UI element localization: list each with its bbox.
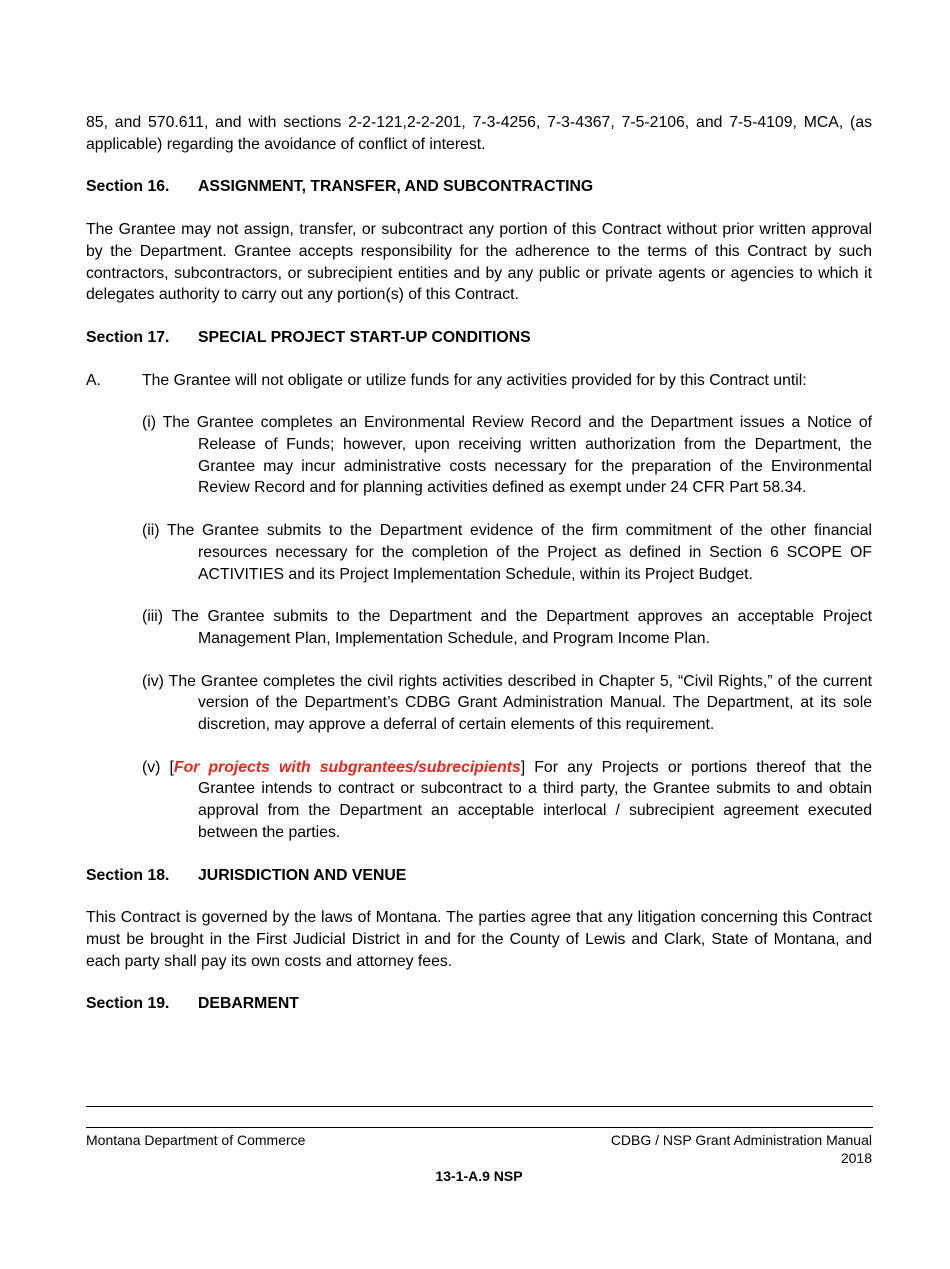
section-18-heading — [86, 865, 872, 887]
footer-manual-name: CDBG / NSP Grant Administration Manual — [610, 1132, 872, 1148]
page-number: 13-1-A.9 NSP — [435, 1168, 523, 1184]
section-16-heading — [86, 176, 872, 198]
continuation-paragraph: 85, and 570.611, and with sections 2-2-121,2-2-201, 7-3-4256, 7-3-4367, 7-5-2106, and 7-5-4109, MCA, (as applicable) regarding the avoidance of conflict of interest. — [86, 114, 872, 153]
footer-divider-bottom — [86, 1127, 873, 1128]
section-19-number: Section 19. — [86, 995, 170, 1013]
section-18-title: JURISDICTION AND VENUE — [198, 866, 407, 884]
section-16-number: Section 16. — [86, 178, 170, 196]
section-16-body: The Grantee may not assign, transfer, or subcontract any portion of this Contract without prior written approval by the Department. Grantee accepts responsibility for the adherence to the terms of this Contract by such contractors, subcontractors, or subrecipient entities and by any public or private agents or agencies to which it delegates authority to carry out any portion(s) of this Contract. — [86, 221, 872, 304]
footer-publisher: Montana Department of Commerce — [86, 1132, 306, 1148]
section-18-number: Section 18. — [86, 866, 170, 884]
subitem-iv: (iv) The Grantee completes the civil rights activities described in Chapter 5, “Civil Rights,” of the current version of the Department’s CDBG Grant Administration Manual. The Department, at its sole discretion, may approve a deferral of certain elements of this requirement. — [142, 672, 872, 734]
section-17-number: Section 17. — [86, 328, 170, 346]
footer-year: 2018 — [840, 1150, 872, 1166]
subitem-v — [142, 757, 872, 844]
subitem-iii: (iii) The Grantee submits to the Department and the Department approves an acceptable Project Management Plan, Implementation Schedule, and Program Income Plan. — [142, 608, 872, 647]
item-a-text: The Grantee will not obligate or utilize funds for any activities provided for by this Contract until: — [142, 371, 807, 389]
footer-manual-title — [611, 1131, 872, 1167]
footer-divider-top — [86, 1106, 873, 1107]
document-body — [86, 112, 872, 1015]
subitem-ii: (ii) The Grantee submits to the Department evidence of the firm commitment of the other financial resources necessary for the completion of the Project as defined in Section 6 SCOPE OF ACTIVITIES and its Project Implementation Schedule, within its Project Budget. — [142, 522, 872, 583]
subitem-i: (i) The Grantee completes an Environmental Review Record and the Department issues a Notice of Release of Funds; however, upon receiving written authorization from the Department, the Grantee may incur administrative costs necessary for the preparation of the Environmental Review Record and for planning activities defined as exempt under 24 CFR Part 58.34. — [142, 414, 872, 497]
subitem-v-emphasis: For projects with subgrantees/subrecipients — [173, 758, 521, 776]
item-a-label: A. — [86, 371, 101, 389]
section-17-title: SPECIAL PROJECT START-UP CONDITIONS — [198, 328, 531, 346]
section-18-body: This Contract is governed by the laws of Montana. The parties agree that any litigation concerning this Contract must be brought in the First Judicial District in and for the County of Lewis and Clark, State of Montana, and each party shall pay its own costs and attorney fees. — [86, 909, 872, 970]
section-17-item-a — [86, 370, 872, 392]
section-17-heading — [86, 327, 872, 349]
section-19-heading — [86, 993, 872, 1015]
subitem-v-suffix: ] For any Projects or portions thereof that the Grantee intends to contract or subcontract to a third party, the Grantee submits to and obtain approval from the Department an acceptable interlocal / subrecipient agreement executed between the parties. — [198, 758, 872, 841]
subitem-v-prefix: (v) [ — [142, 758, 174, 776]
section-16-title: ASSIGNMENT, TRANSFER, AND SUBCONTRACTING — [198, 178, 594, 196]
section-19-title: DEBARMENT — [198, 995, 299, 1013]
